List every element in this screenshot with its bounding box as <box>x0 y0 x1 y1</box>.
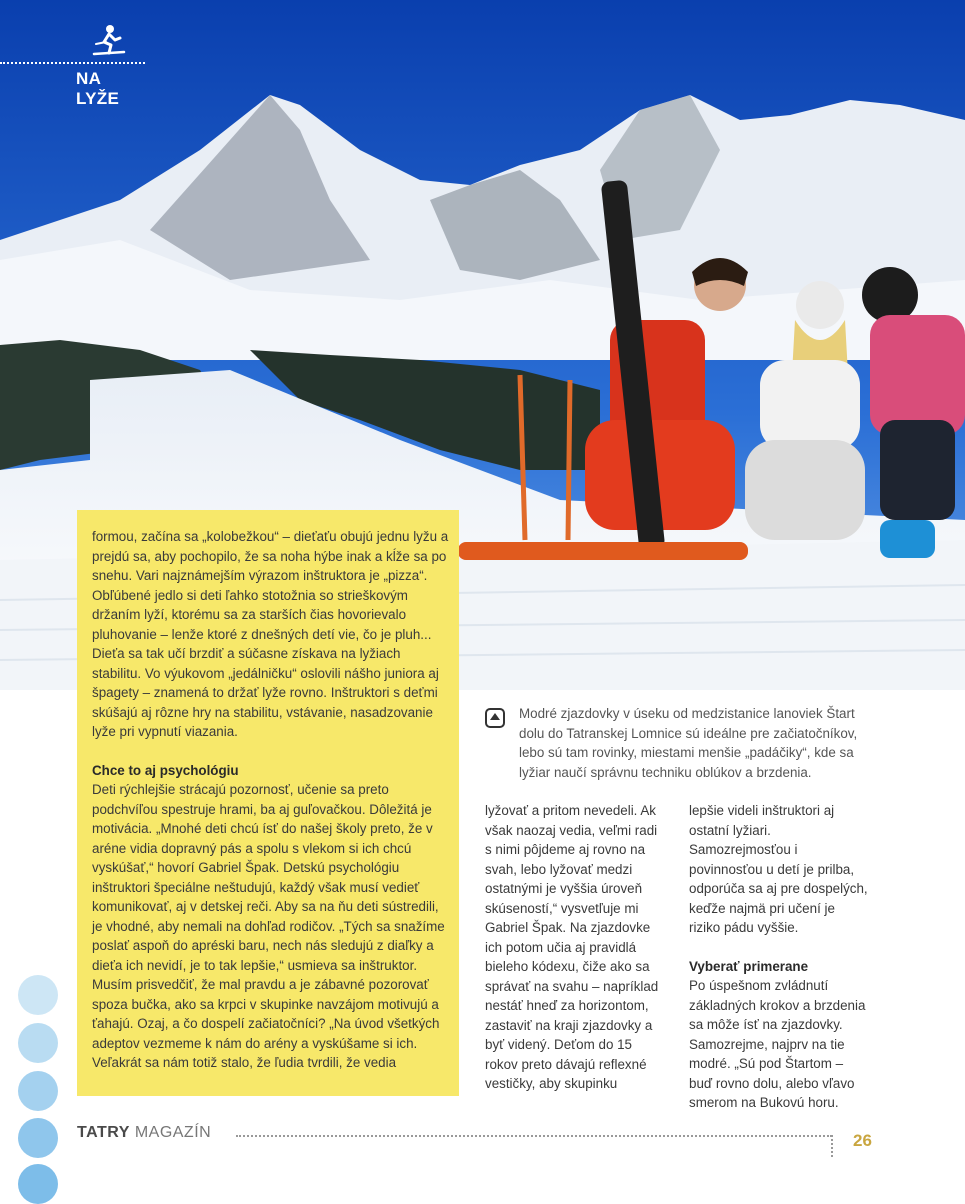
article-column-2 <box>689 801 869 1113</box>
footer-tick <box>831 1135 833 1157</box>
sidebar-body: Deti rýchlejšie strácajú pozornosť, učenie sa preto podchvíľou spestruje hrami, ba aj guľovačkou. Dôležitá je motivácia. „Mnohé deti chcú ísť do našej školy preto, že v aréne vidia dopravný pás a spolu s vlekom si ich chcú vyskúšať,“ hovorí Gabriel Špak. Detskú psychológiu inštruktori špeciálne neštudujú, každý však musí vedieť komunikovať, aj v detskej reči. Aby sa na ňu deti sústredili, je vhodné, aby nemali na dohľad rodičov. „Tých sa snažíme poslať aspoň do apréski baru, nech nás sledujú z diaľky a dieťa ich nevidí, je to tak lepšie,“ usmieva sa inštruktor. Musím prisvedčiť, že mal pravdu a je zábavné pozorovať spoza bučka, ako sa krpci v skupinke navzájom motivujú a ťahajú. Ozaj, a čo dospelí začiatočníci? „Na úvod všetkých adeptov vezmeme k nám do arény a vyskúšame si ich. Veľakrát sa nám totiž stalo, že ľudia tvrdili, že vedia <box>92 782 445 1070</box>
sidebar-text <box>92 527 452 1073</box>
section-divider <box>0 62 145 64</box>
footer-brand-bold: TATRY <box>77 1124 130 1141</box>
circle-decoration <box>18 1118 58 1158</box>
footer-brand <box>77 1124 211 1142</box>
circle-decoration <box>18 1071 58 1111</box>
footer-divider <box>236 1135 832 1137</box>
page-number: 26 <box>853 1131 872 1150</box>
column-2-body: Po úspešnom zvládnutí základných krokov a brzdenia sa môže ísť na zjazdovky. Samozrejme, najprv na tie modré. „Sú pod Štartom – buď rovno dolu, alebo vľavo smerom na Bukovú horu. <box>689 978 866 1110</box>
column-1-text: lyžovať a pritom nevedeli. Ak však naozaj vedia, veľmi radi s nimi pôjdeme aj rovno na svah, lebo lyžovať medzi ostatnými je vyššia úroveň skúseností,“ vysvetľuje mi Gabriel Špak. Na zjazdovke ich potom učia aj pravidlá bieleho kódexu, čiže ako sa správať na svahu – napríklad nestáť hneď za horizontom, zastaviť na kraji zjazdovky a byť videný. Deťom do 15 rokov preto dávajú reflexné vestičky, aby skupinku <box>485 803 659 1091</box>
caption-text: Modré zjazdovky v úseku od medzistanice lanoviek Štart dolu do Tatranskej Lomnice sú ideálne pre začiatočníkov, lebo sú tam rovinky, miestami menšie „padáčiky“, kde sa lyžiar naučí správnu techniku oblúkov a brzdenia. <box>519 706 858 780</box>
column-2-heading: Vyberať primerane <box>689 958 809 974</box>
section-label: NA LYŽE <box>76 69 120 108</box>
sidebar-heading: Chce to aj psychológiu <box>92 762 239 778</box>
article-column-1 <box>485 801 665 1094</box>
circle-decoration <box>18 975 58 1015</box>
triangle-up-icon <box>485 708 505 728</box>
decorative-circles <box>18 975 60 1190</box>
circle-decoration <box>18 1023 58 1063</box>
footer-brand-light: MAGAZÍN <box>134 1124 212 1141</box>
circle-decoration <box>18 1164 58 1204</box>
skier-icon <box>92 24 126 58</box>
column-2-intro: lepšie videli inštruktori aj ostatní lyžiari. Samozrejmosťou i povinnosťou u detí je prilba, odporúča sa aj pre dospelých, keďže najmä pri učení je riziko pádu vyššie. <box>689 803 868 935</box>
section-badge <box>0 12 145 108</box>
sidebar-intro: formou, začína sa „kolobežkou“ – dieťaťu obujú jednu lyžu a prejdú sa, aby pochopilo, že sa noha hýbe inak a kĺže sa po snehu. Vari najznámejším výrazom inštruktora je „pizza“. Obľúbené jedlo si deti ľahko stotožnia so strieškovým držaním lyží, ktorému sa za starších čias hovorievalo pluhovanie – lenže ktoré z dnešných detí vie, čo je pluh... Dieťa sa tak učí brzdiť a súčasne získava na lyžiach stabilitu. Vo výukovom „jedálničku“ oslovili nášho juniora aj špagety – znamená to držať lyže rovno. Inštruktori s deťmi skúšajú aj rôzne hry na stabilitu, vstávanie, nasadzovanie lyže pri vypnutí viazania. <box>92 529 449 739</box>
